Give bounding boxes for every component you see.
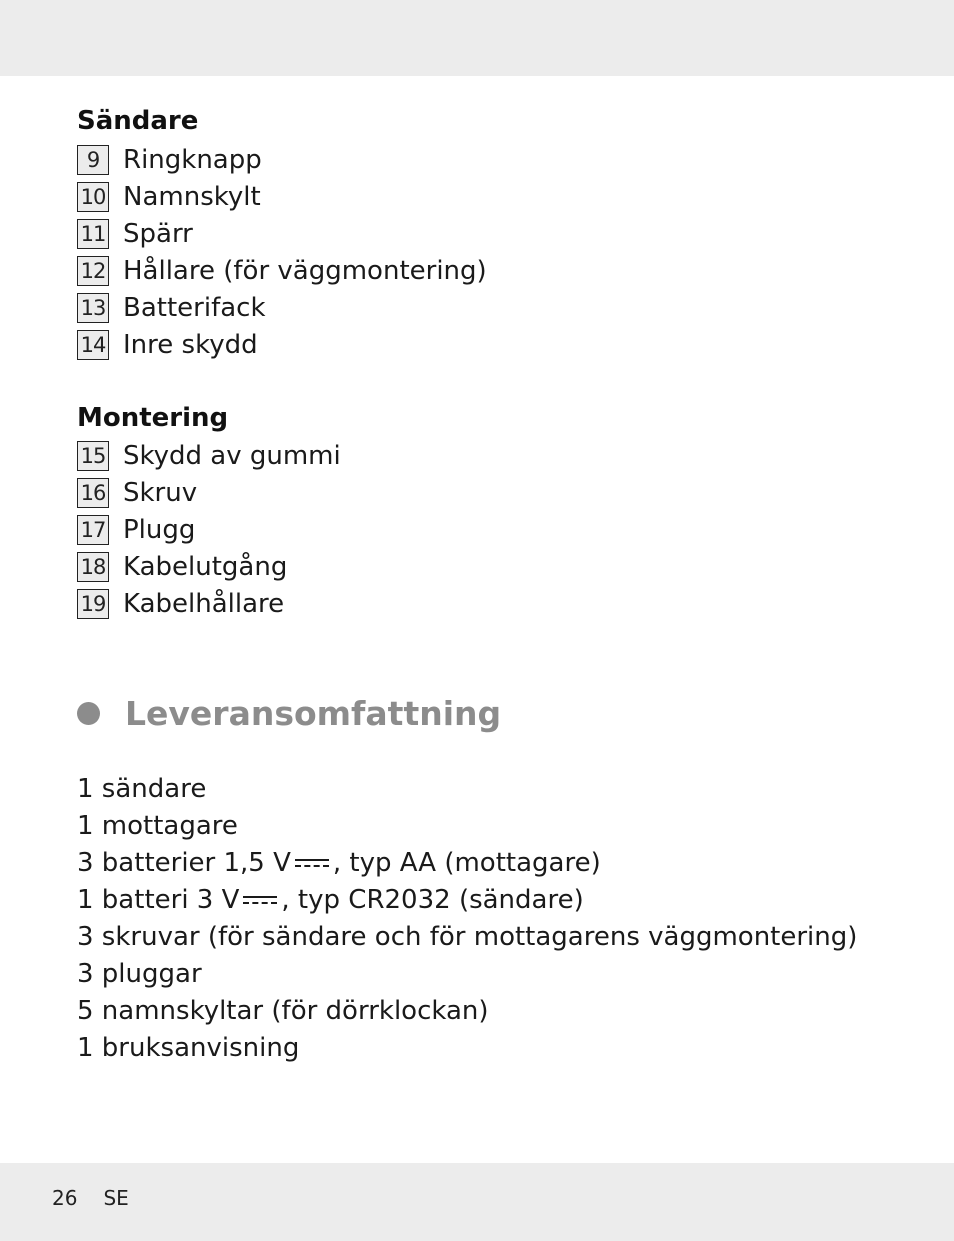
delivery-contents-list [77, 770, 857, 1066]
list-item [77, 252, 487, 289]
part-label: Batterifack [123, 292, 266, 323]
bullet-icon [77, 702, 100, 725]
list-item [77, 770, 857, 807]
list-item [77, 289, 487, 326]
content-text: 1 batteri 3 V [77, 884, 240, 915]
part-number: 19 [77, 589, 109, 619]
sender-heading: Sändare [77, 106, 199, 136]
list-item [77, 807, 857, 844]
list-item [77, 548, 341, 585]
content-text: 5 namnskyltar (för dörrklockan) [77, 995, 489, 1026]
list-item [77, 326, 487, 363]
list-item [77, 474, 341, 511]
list-item [77, 844, 857, 881]
list-item [77, 1029, 857, 1066]
direct-current-icon [243, 893, 277, 907]
part-number: 18 [77, 552, 109, 582]
mounting-heading: Montering [77, 403, 229, 433]
content-text: , typ AA (mottagare) [332, 847, 601, 878]
list-item [77, 437, 341, 474]
sender-parts-list [77, 141, 487, 363]
mounting-parts-list [77, 437, 341, 622]
page-number: 26 [52, 1186, 78, 1210]
part-label: Inre skydd [123, 329, 258, 360]
list-item [77, 585, 341, 622]
content-text: 3 pluggar [77, 958, 202, 989]
list-item [77, 215, 487, 252]
list-item [77, 955, 857, 992]
content-text: 3 skruvar (för sändare och för mottagarens väggmontering) [77, 921, 858, 952]
part-number: 12 [77, 256, 109, 286]
part-label: Skruv [123, 477, 198, 508]
content-text: , typ CR2032 (sändare) [281, 884, 584, 915]
part-number: 13 [77, 293, 109, 323]
part-number: 14 [77, 330, 109, 360]
footer-band [0, 1163, 954, 1241]
content-text: 1 mottagare [77, 810, 238, 841]
part-label: Kabelhållare [123, 588, 285, 619]
part-label: Plugg [123, 514, 196, 545]
list-item [77, 178, 487, 215]
list-item [77, 141, 487, 178]
part-label: Skydd av gummi [123, 440, 341, 471]
part-label: Ringknapp [123, 144, 262, 175]
part-number: 11 [77, 219, 109, 249]
list-item [77, 511, 341, 548]
part-number: 15 [77, 441, 109, 471]
part-label: Kabelutgång [123, 551, 288, 582]
content-text: 1 bruksanvisning [77, 1032, 300, 1063]
part-number: 17 [77, 515, 109, 545]
part-number: 9 [77, 145, 109, 175]
part-label: Spärr [123, 218, 193, 249]
list-item [77, 881, 857, 918]
list-item [77, 992, 857, 1029]
list-item [77, 918, 857, 955]
part-number: 10 [77, 182, 109, 212]
content-text: 1 sändare [77, 773, 207, 804]
page-footer [52, 1186, 129, 1210]
content-text: 3 batterier 1,5 V [77, 847, 291, 878]
language-code: SE [103, 1186, 129, 1210]
part-number: 16 [77, 478, 109, 508]
part-label: Namnskylt [123, 181, 261, 212]
part-label: Hållare (för väggmontering) [123, 255, 487, 286]
delivery-section-heading [77, 690, 501, 736]
header-band [0, 0, 954, 76]
direct-current-icon [295, 856, 329, 870]
page-title: Leveransomfattning [125, 693, 502, 733]
